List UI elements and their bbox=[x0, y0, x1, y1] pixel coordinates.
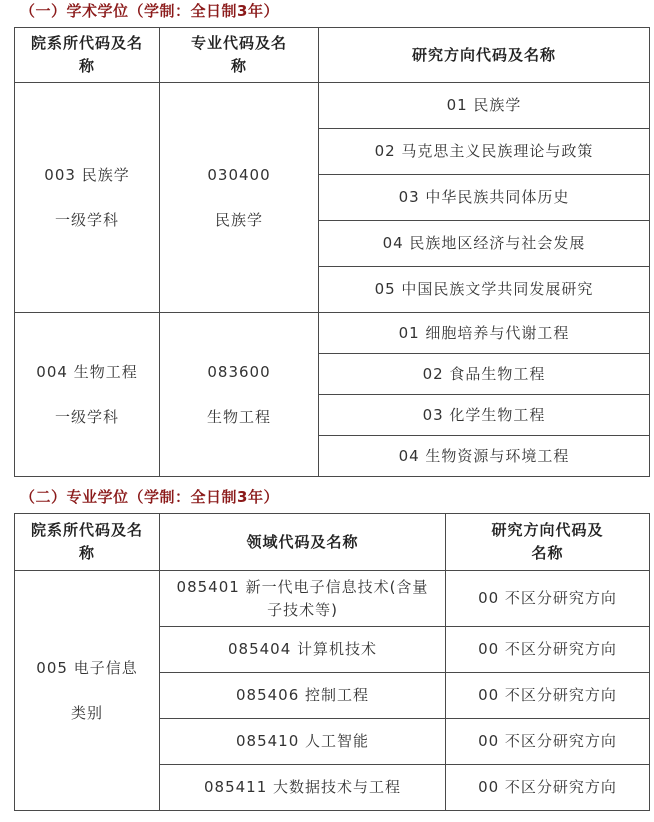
dept-level: 一级学科 bbox=[54, 407, 119, 426]
field-cell: 085411 大数据技术与工程 bbox=[160, 765, 446, 811]
direction-cell: 03 中华民族共同体历史 bbox=[319, 175, 650, 221]
major-name: 民族学 bbox=[214, 210, 263, 229]
academic-degree-table bbox=[14, 27, 650, 477]
direction-cell: 05 中国民族文学共同发展研究 bbox=[319, 267, 650, 313]
header-direction: 研究方向代码及名称 bbox=[319, 28, 650, 83]
direction-cell: 02 马克思主义民族理论与政策 bbox=[319, 129, 650, 175]
dept-category: 类别 bbox=[70, 703, 103, 722]
header-dept: 院系所代码及名称 bbox=[15, 514, 160, 571]
field-cell: 085406 控制工程 bbox=[160, 673, 446, 719]
header-direction: 研究方向代码及名称 bbox=[446, 514, 650, 571]
table-row bbox=[15, 83, 650, 129]
major-cell bbox=[160, 83, 319, 313]
direction-cell: 00 不区分研究方向 bbox=[446, 627, 650, 673]
dept-code: 005 电子信息 bbox=[36, 658, 138, 677]
direction-cell: 00 不区分研究方向 bbox=[446, 719, 650, 765]
direction-cell: 04 生物资源与环境工程 bbox=[319, 436, 650, 477]
header-major: 专业代码及名称 bbox=[160, 28, 319, 83]
professional-degree-table bbox=[14, 513, 650, 811]
direction-cell: 00 不区分研究方向 bbox=[446, 673, 650, 719]
dept-level: 一级学科 bbox=[54, 210, 119, 229]
dept-code: 004 生物工程 bbox=[36, 362, 138, 381]
direction-cell: 00 不区分研究方向 bbox=[446, 571, 650, 627]
header-dept: 院系所代码及名称 bbox=[15, 28, 160, 83]
table-row bbox=[15, 313, 650, 354]
header-field: 领域代码及名称 bbox=[160, 514, 446, 571]
dept-code: 003 民族学 bbox=[44, 165, 130, 184]
direction-cell: 01 民族学 bbox=[319, 83, 650, 129]
major-code: 083600 bbox=[207, 362, 271, 381]
table-header-row bbox=[15, 28, 650, 83]
dept-cell bbox=[15, 83, 160, 313]
direction-cell: 00 不区分研究方向 bbox=[446, 765, 650, 811]
field-cell: 085404 计算机技术 bbox=[160, 627, 446, 673]
direction-cell: 04 民族地区经济与社会发展 bbox=[319, 221, 650, 267]
field-cell: 085410 人工智能 bbox=[160, 719, 446, 765]
major-cell bbox=[160, 313, 319, 477]
major-name: 生物工程 bbox=[206, 407, 271, 426]
direction-cell: 02 食品生物工程 bbox=[319, 354, 650, 395]
table-row bbox=[15, 571, 650, 627]
dept-cell bbox=[15, 313, 160, 477]
field-cell: 085401 新一代电子信息技术(含量子技术等) bbox=[160, 571, 446, 627]
table-header-row bbox=[15, 514, 650, 571]
section2-heading: （二）专业学位（学制：全日制3年） bbox=[20, 488, 279, 506]
dept-cell bbox=[15, 571, 160, 811]
section1-heading: （一）学术学位（学制：全日制3年） bbox=[20, 2, 279, 20]
major-code: 030400 bbox=[207, 165, 271, 184]
direction-cell: 01 细胞培养与代谢工程 bbox=[319, 313, 650, 354]
direction-cell: 03 化学生物工程 bbox=[319, 395, 650, 436]
